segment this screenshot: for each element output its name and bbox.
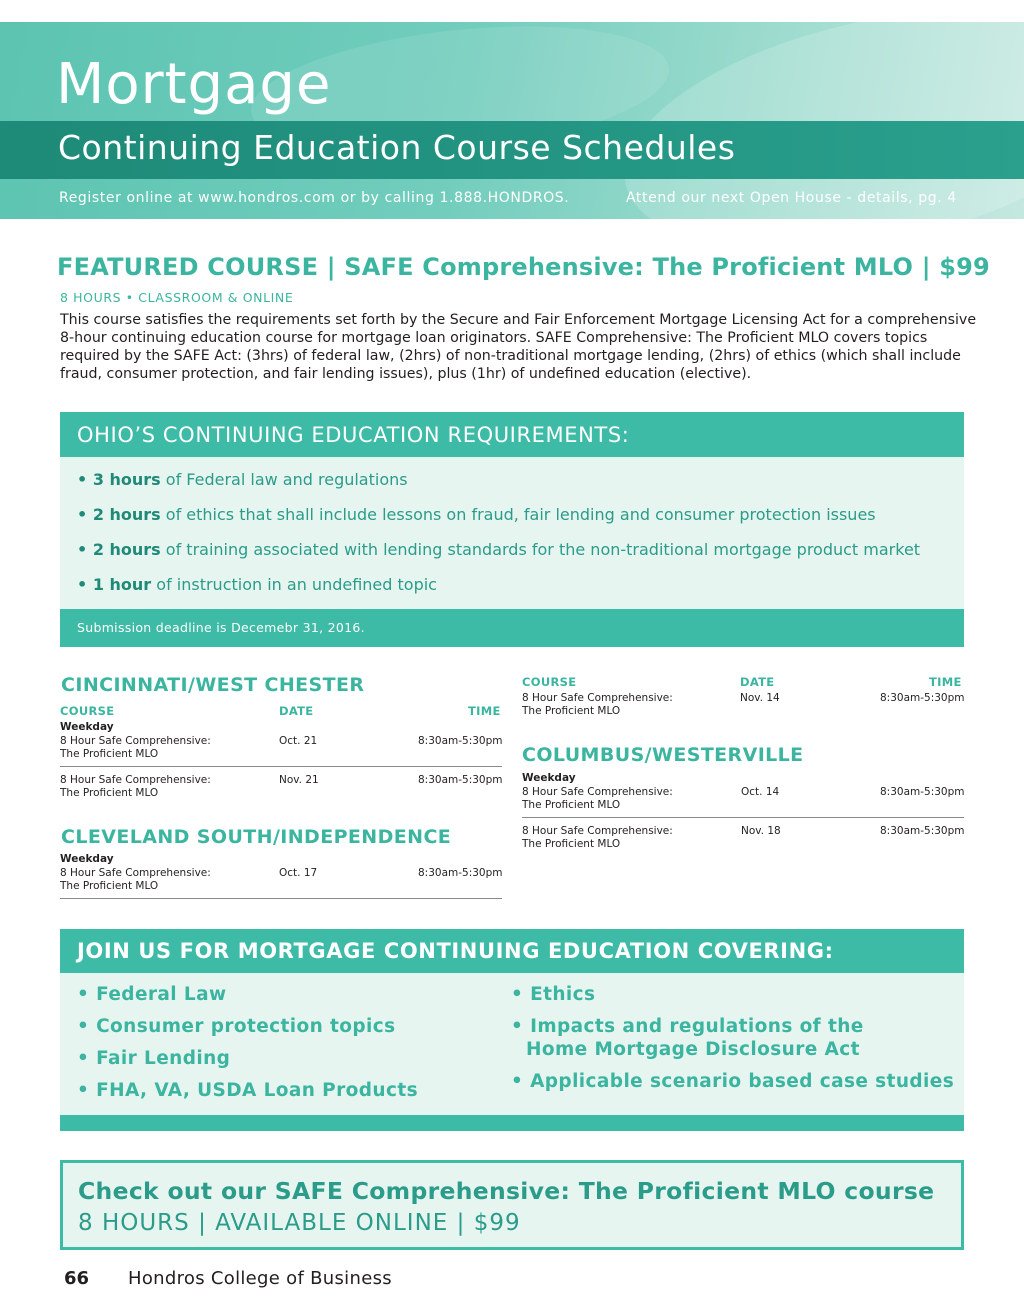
course-line: The Proficient MLO [522,705,621,717]
course-line: 8 Hour Safe Comprehensive: [60,735,211,747]
requirement-hours: 1 hour [92,575,152,594]
column-header-time: TIME [468,704,501,718]
page-number: 66 [64,1268,90,1289]
course-time: 8:30am-5:30pm [418,867,503,879]
course-name [522,786,673,812]
row-divider [60,766,502,767]
bullet: • [77,470,88,489]
course-name [60,867,211,893]
location-cincinnati: CINCINNATI/WEST CHESTER [61,674,365,696]
course-line: The Proficient MLO [60,787,159,799]
requirements-header [60,412,964,457]
course-time: 8:30am-5:30pm [418,735,503,747]
course-line: 8 Hour Safe Comprehensive: [60,774,211,786]
requirement-hours: 2 hours [92,505,161,524]
course-date: Oct. 21 [279,735,318,747]
course-name [522,692,673,718]
featured-course-subtitle: 8 HOURS • CLASSROOM & ONLINE [60,290,294,305]
requirement-item [77,540,920,575]
page-title: Mortgage [56,52,332,117]
course-line: The Proficient MLO [60,748,159,760]
topic-item: • Impacts and regulations of the [511,1016,864,1037]
requirement-text: of ethics that shall include lessons on fraud, fair lending and consumer protection issues [160,505,876,524]
college-name: Hondros College of Business [128,1268,392,1289]
requirement-text: of training associated with lending standards for the non-traditional mortgage product market [160,540,921,559]
location-columbus: COLUMBUS/WESTERVILLE [522,744,804,766]
requirements-list [77,470,920,610]
requirement-text: of Federal law and regulations [160,470,408,489]
requirement-item [77,575,920,610]
callout-headline: Check out our SAFE Comprehensive: The Proficient MLO course [78,1177,935,1205]
requirements-box [60,412,964,647]
topics-footer-bar [60,1115,964,1131]
course-time: 8:30am-5:30pm [880,825,965,837]
requirements-heading: OHIO’S CONTINUING EDUCATION REQUIREMENTS: [77,423,630,447]
course-line: 8 Hour Safe Comprehensive: [522,786,673,798]
course-line: The Proficient MLO [522,799,621,811]
bullet: • [77,505,88,524]
open-house-info: Attend our next Open House - details, pg. 4 [626,190,957,206]
course-name [60,735,211,761]
column-header-time: TIME [929,675,962,689]
course-line: 8 Hour Safe Comprehensive: [522,692,673,704]
course-time: 8:30am-5:30pm [880,786,965,798]
course-date: Nov. 14 [740,692,780,704]
course-date: Nov. 18 [741,825,781,837]
callout-details: 8 HOURS | AVAILABLE ONLINE | $99 [78,1210,521,1236]
topic-item: • Federal Law [77,984,227,1005]
banner-decoration [603,0,1024,219]
requirement-hours: 3 hours [92,470,161,489]
course-name [60,774,211,800]
topic-item: • Fair Lending [77,1048,231,1069]
course-line: The Proficient MLO [60,880,159,892]
topics-box [60,929,964,1131]
topic-item: • Consumer protection topics [77,1016,396,1037]
column-header-course: COURSE [60,704,115,718]
row-divider [522,817,964,818]
featured-course-title: FEATURED COURSE | SAFE Comprehensive: The Proficient MLO | $99 [57,253,990,281]
weekday-label: Weekday [60,721,114,733]
banner-top-strip [0,0,1024,22]
topic-item: • Applicable scenario based case studies [511,1071,955,1092]
topic-item: • Ethics [511,984,596,1005]
weekday-label: Weekday [522,772,576,784]
bullet: • [77,540,88,559]
course-date: Oct. 17 [279,867,318,879]
featured-course-description: This course satisfies the requirements set forth by the Secure and Fair Enforcement Mortgage Licensing Act for a comprehensive 8-hour continuing education course for mortgage loan originators. SAFE Comprehensive: The Proficient MLO covers topics required by the SAFE Act: (3hrs) of federal law, (2hrs) of non-traditional mortgage lending, (2hrs) of ethics (which shall include fraud, consumer protection, and fair lending issues), plus (1hr) of undefined education (elective). [60,312,977,382]
topic-item-continued: Home Mortgage Disclosure Act [526,1039,860,1060]
row-divider [60,898,502,899]
course-time: 8:30am-5:30pm [418,774,503,786]
topic-item: • FHA, VA, USDA Loan Products [77,1080,418,1101]
register-info: Register online at www.hondros.com or by calling 1.888.HONDROS. [59,190,570,206]
requirement-hours: 2 hours [92,540,161,559]
page-subtitle: Continuing Education Course Schedules [58,128,736,167]
column-header-course: COURSE [522,675,577,689]
course-date: Oct. 14 [741,786,780,798]
header-banner [0,0,1024,219]
topics-header [60,929,964,973]
location-cleveland: CLEVELAND SOUTH/INDEPENDENCE [61,826,452,848]
requirement-text: of instruction in an undefined topic [151,575,437,594]
bullet: • [77,575,88,594]
requirement-item [77,505,920,540]
column-header-date: DATE [740,675,775,689]
course-time: 8:30am-5:30pm [880,692,965,704]
topics-heading: JOIN US FOR MORTGAGE CONTINUING EDUCATION COVERING: [77,939,834,963]
weekday-label: Weekday [60,853,114,865]
course-date: Nov. 21 [279,774,319,786]
deadline-text: Submission deadline is Decemebr 31, 2016. [77,620,365,635]
course-line: The Proficient MLO [522,838,621,850]
column-header-date: DATE [279,704,314,718]
course-name [522,825,673,851]
deadline-bar [60,609,964,647]
course-line: 8 Hour Safe Comprehensive: [522,825,673,837]
requirement-item [77,470,920,505]
course-callout [60,1160,964,1250]
course-line: 8 Hour Safe Comprehensive: [60,867,211,879]
